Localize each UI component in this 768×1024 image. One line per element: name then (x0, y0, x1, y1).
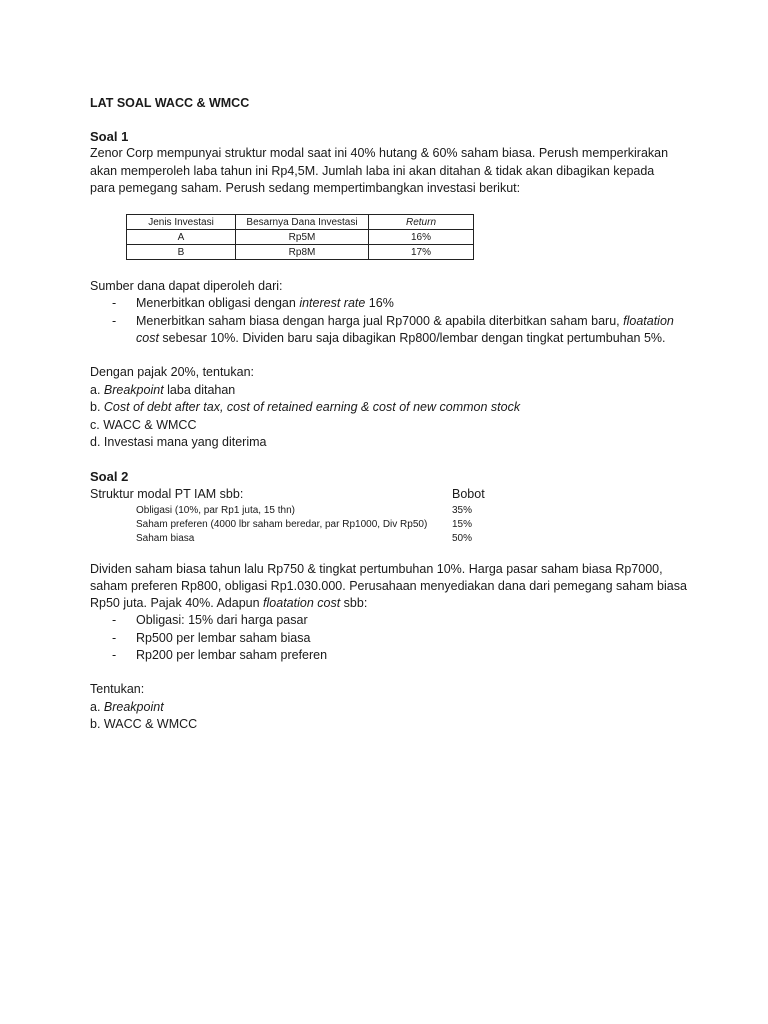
table-header-cell: Besarnya Dana Investasi (236, 215, 369, 230)
task-b (90, 400, 520, 414)
source2-italic: floatation (623, 314, 674, 328)
list-item: Rp200 per lembar saham preferen (136, 648, 328, 662)
bullet-dash: - (112, 631, 117, 645)
structure-item-weight: 15% (452, 519, 473, 530)
weight-label: Bobot (452, 487, 485, 501)
task-d: d. Investasi mana yang diterima (90, 435, 267, 449)
soal2-task-a (90, 700, 164, 714)
task-c: c. WACC & WMCC (90, 418, 197, 432)
para3-italic: floatation cost (263, 596, 341, 610)
soal2-task-b: b. WACC & WMCC (90, 717, 198, 731)
table-header-cell: Jenis Investasi (127, 215, 236, 230)
source-item-2-line1 (136, 314, 674, 328)
structure-item-weight: 35% (452, 505, 473, 516)
soal2-heading: Soal 2 (90, 469, 129, 484)
soal2-para-line3 (90, 596, 367, 610)
bullet-dash: - (112, 613, 117, 627)
soal1-intro-line1: Zenor Corp mempunyai struktur modal saat ini 40% hutang & 60% saham biasa. Perush memperkirakan (90, 146, 669, 160)
source1-italic: interest rate (299, 296, 366, 310)
bullet-dash: - (112, 296, 117, 310)
source1-text: Menerbitkan obligasi dengan (136, 296, 300, 310)
soal2-para-line1: Dividen saham biasa tahun lalu Rp750 & tingkat pertumbuhan 10%. Harga pasar saham biasa Rp7000, (90, 562, 663, 576)
list-item: Obligasi: 15% dari harga pasar (136, 613, 308, 627)
structure-item-weight: 50% (452, 533, 473, 544)
soal1-heading: Soal 1 (90, 129, 129, 144)
source-item-2-line2 (136, 331, 666, 345)
table-cell: Rp8M (236, 245, 369, 260)
source2-text: Menerbitkan saham biasa dengan harga jual Rp7000 & apabila diterbitkan saham baru, (136, 314, 624, 328)
table-cell: A (127, 230, 236, 245)
soal1-intro-line3: para pemegang saham. Perush sedang mempertimbangkan investasi berikut: (90, 181, 521, 195)
bullet-dash: - (112, 648, 117, 662)
source2-tail: sebesar 10%. Dividen baru saja dibagikan Rp800/lembar dengan tingkat pertumbuhan 5%. (158, 331, 666, 345)
task-a-tail: laba ditahan (163, 383, 236, 397)
soal2-task-a-italic: Breakpoint (103, 700, 164, 714)
table-header-cell: Return (369, 215, 474, 230)
task-a-prefix: a. (90, 383, 104, 397)
document-title: LAT SOAL WACC & WMCC (90, 96, 250, 110)
soal2-para-line2: saham preferen Rp800, obligasi Rp1.030.000. Perusahaan menyediakan dana dari pemegang saham biasa (90, 579, 687, 593)
para3-text: Rp50 juta. Pajak 40%. Adapun (90, 596, 264, 610)
source1-tail: 16% (365, 296, 394, 310)
task-a (90, 383, 235, 397)
soal1-intro-line2: akan memperoleh laba tahun ini Rp4,5M. Jumlah laba ini akan ditahan & tidak akan dibagikan kepada (90, 164, 655, 178)
soal2-task-a-prefix: a. (90, 700, 104, 714)
structure-item-name: Saham preferen (4000 lbr saham beredar, par Rp1000, Div Rp50) (136, 519, 428, 530)
task-b-italic: Cost of debt after tax, cost of retained earning & cost of new common stock (103, 400, 521, 414)
table-cell: B (127, 245, 236, 260)
task-heading: Dengan pajak 20%, tentukan: (90, 365, 255, 379)
task-b-prefix: b. (90, 400, 104, 414)
source2-italic-cont: cost (136, 331, 159, 345)
bullet-dash: - (112, 314, 117, 328)
table-cell: Rp5M (236, 230, 369, 245)
source-item-1 (136, 296, 394, 310)
table-cell: 17% (369, 245, 474, 260)
structure-label: Struktur modal PT IAM sbb: (90, 487, 244, 501)
table-header-row (127, 215, 474, 230)
para3-tail: sbb: (340, 596, 368, 610)
table-row (127, 245, 474, 260)
task-a-italic: Breakpoint (103, 383, 164, 397)
table-row (127, 230, 474, 245)
structure-item-name: Obligasi (10%, par Rp1 juta, 15 thn) (136, 505, 295, 516)
structure-item-name: Saham biasa (136, 533, 195, 544)
sources-heading: Sumber dana dapat diperoleh dari: (90, 279, 283, 293)
table-cell: 16% (369, 230, 474, 245)
soal2-task-heading: Tentukan: (90, 682, 145, 696)
list-item: Rp500 per lembar saham biasa (136, 631, 311, 645)
investment-table (126, 214, 474, 260)
